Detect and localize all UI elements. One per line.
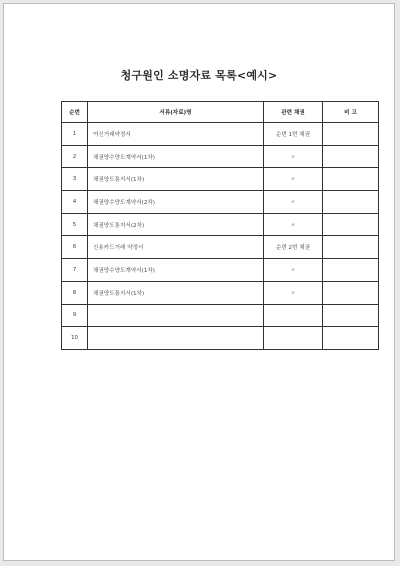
table-row — [62, 213, 379, 236]
row-number: 9 — [62, 304, 88, 327]
header-number: 순번 — [62, 102, 88, 123]
row-document-name: 신용카드거래 약정서 — [88, 236, 264, 259]
evidence-list-table — [61, 101, 379, 350]
table-header-row — [62, 102, 379, 123]
row-related-claim: 순번 1번 채권 — [264, 123, 323, 146]
row-number: 6 — [62, 236, 88, 259]
row-number: 1 — [62, 123, 88, 146]
row-document-name — [88, 327, 264, 350]
table-row — [62, 123, 379, 146]
row-remarks — [323, 213, 379, 236]
table-row — [62, 191, 379, 214]
row-document-name: 여신거래약정서 — [88, 123, 264, 146]
row-related-claim — [264, 327, 323, 350]
header-document-name: 서류(자료)명 — [88, 102, 264, 123]
row-number: 7 — [62, 259, 88, 282]
row-related-claim: 순번 2번 채권 — [264, 236, 323, 259]
document-title: 청구원인 소명자료 목록<예시> — [120, 69, 278, 82]
row-related-claim: 〃 — [264, 145, 323, 168]
row-number: 8 — [62, 281, 88, 304]
row-remarks — [323, 145, 379, 168]
row-remarks — [323, 168, 379, 191]
row-number: 3 — [62, 168, 88, 191]
document-page — [3, 3, 395, 561]
row-number: 10 — [62, 327, 88, 350]
row-document-name: 채권양수양도계약서(1차) — [88, 259, 264, 282]
row-related-claim: 〃 — [264, 259, 323, 282]
table-row — [62, 304, 379, 327]
row-remarks — [323, 236, 379, 259]
row-number: 4 — [62, 191, 88, 214]
row-related-claim: 〃 — [264, 168, 323, 191]
row-remarks — [323, 123, 379, 146]
row-number: 2 — [62, 145, 88, 168]
table-row — [62, 168, 379, 191]
table-row — [62, 259, 379, 282]
row-related-claim: 〃 — [264, 213, 323, 236]
row-related-claim: 〃 — [264, 191, 323, 214]
table-row — [62, 236, 379, 259]
row-remarks — [323, 304, 379, 327]
row-remarks — [323, 281, 379, 304]
row-document-name: 채권양도통지서(1차) — [88, 281, 264, 304]
table-row — [62, 145, 379, 168]
row-number: 5 — [62, 213, 88, 236]
row-remarks — [323, 259, 379, 282]
header-remarks: 비 고 — [323, 102, 379, 123]
row-document-name: 채권양수양도계약서(2차) — [88, 191, 264, 214]
table-row — [62, 327, 379, 350]
row-document-name — [88, 304, 264, 327]
row-related-claim: 〃 — [264, 281, 323, 304]
row-remarks — [323, 191, 379, 214]
row-document-name: 채권양도통지서(1차) — [88, 168, 264, 191]
row-document-name: 채권양도통지서(2차) — [88, 213, 264, 236]
row-document-name: 채권양수양도계약서(1차) — [88, 145, 264, 168]
header-related-claim: 관련 채권 — [264, 102, 323, 123]
table-row — [62, 281, 379, 304]
row-remarks — [323, 327, 379, 350]
row-related-claim — [264, 304, 323, 327]
